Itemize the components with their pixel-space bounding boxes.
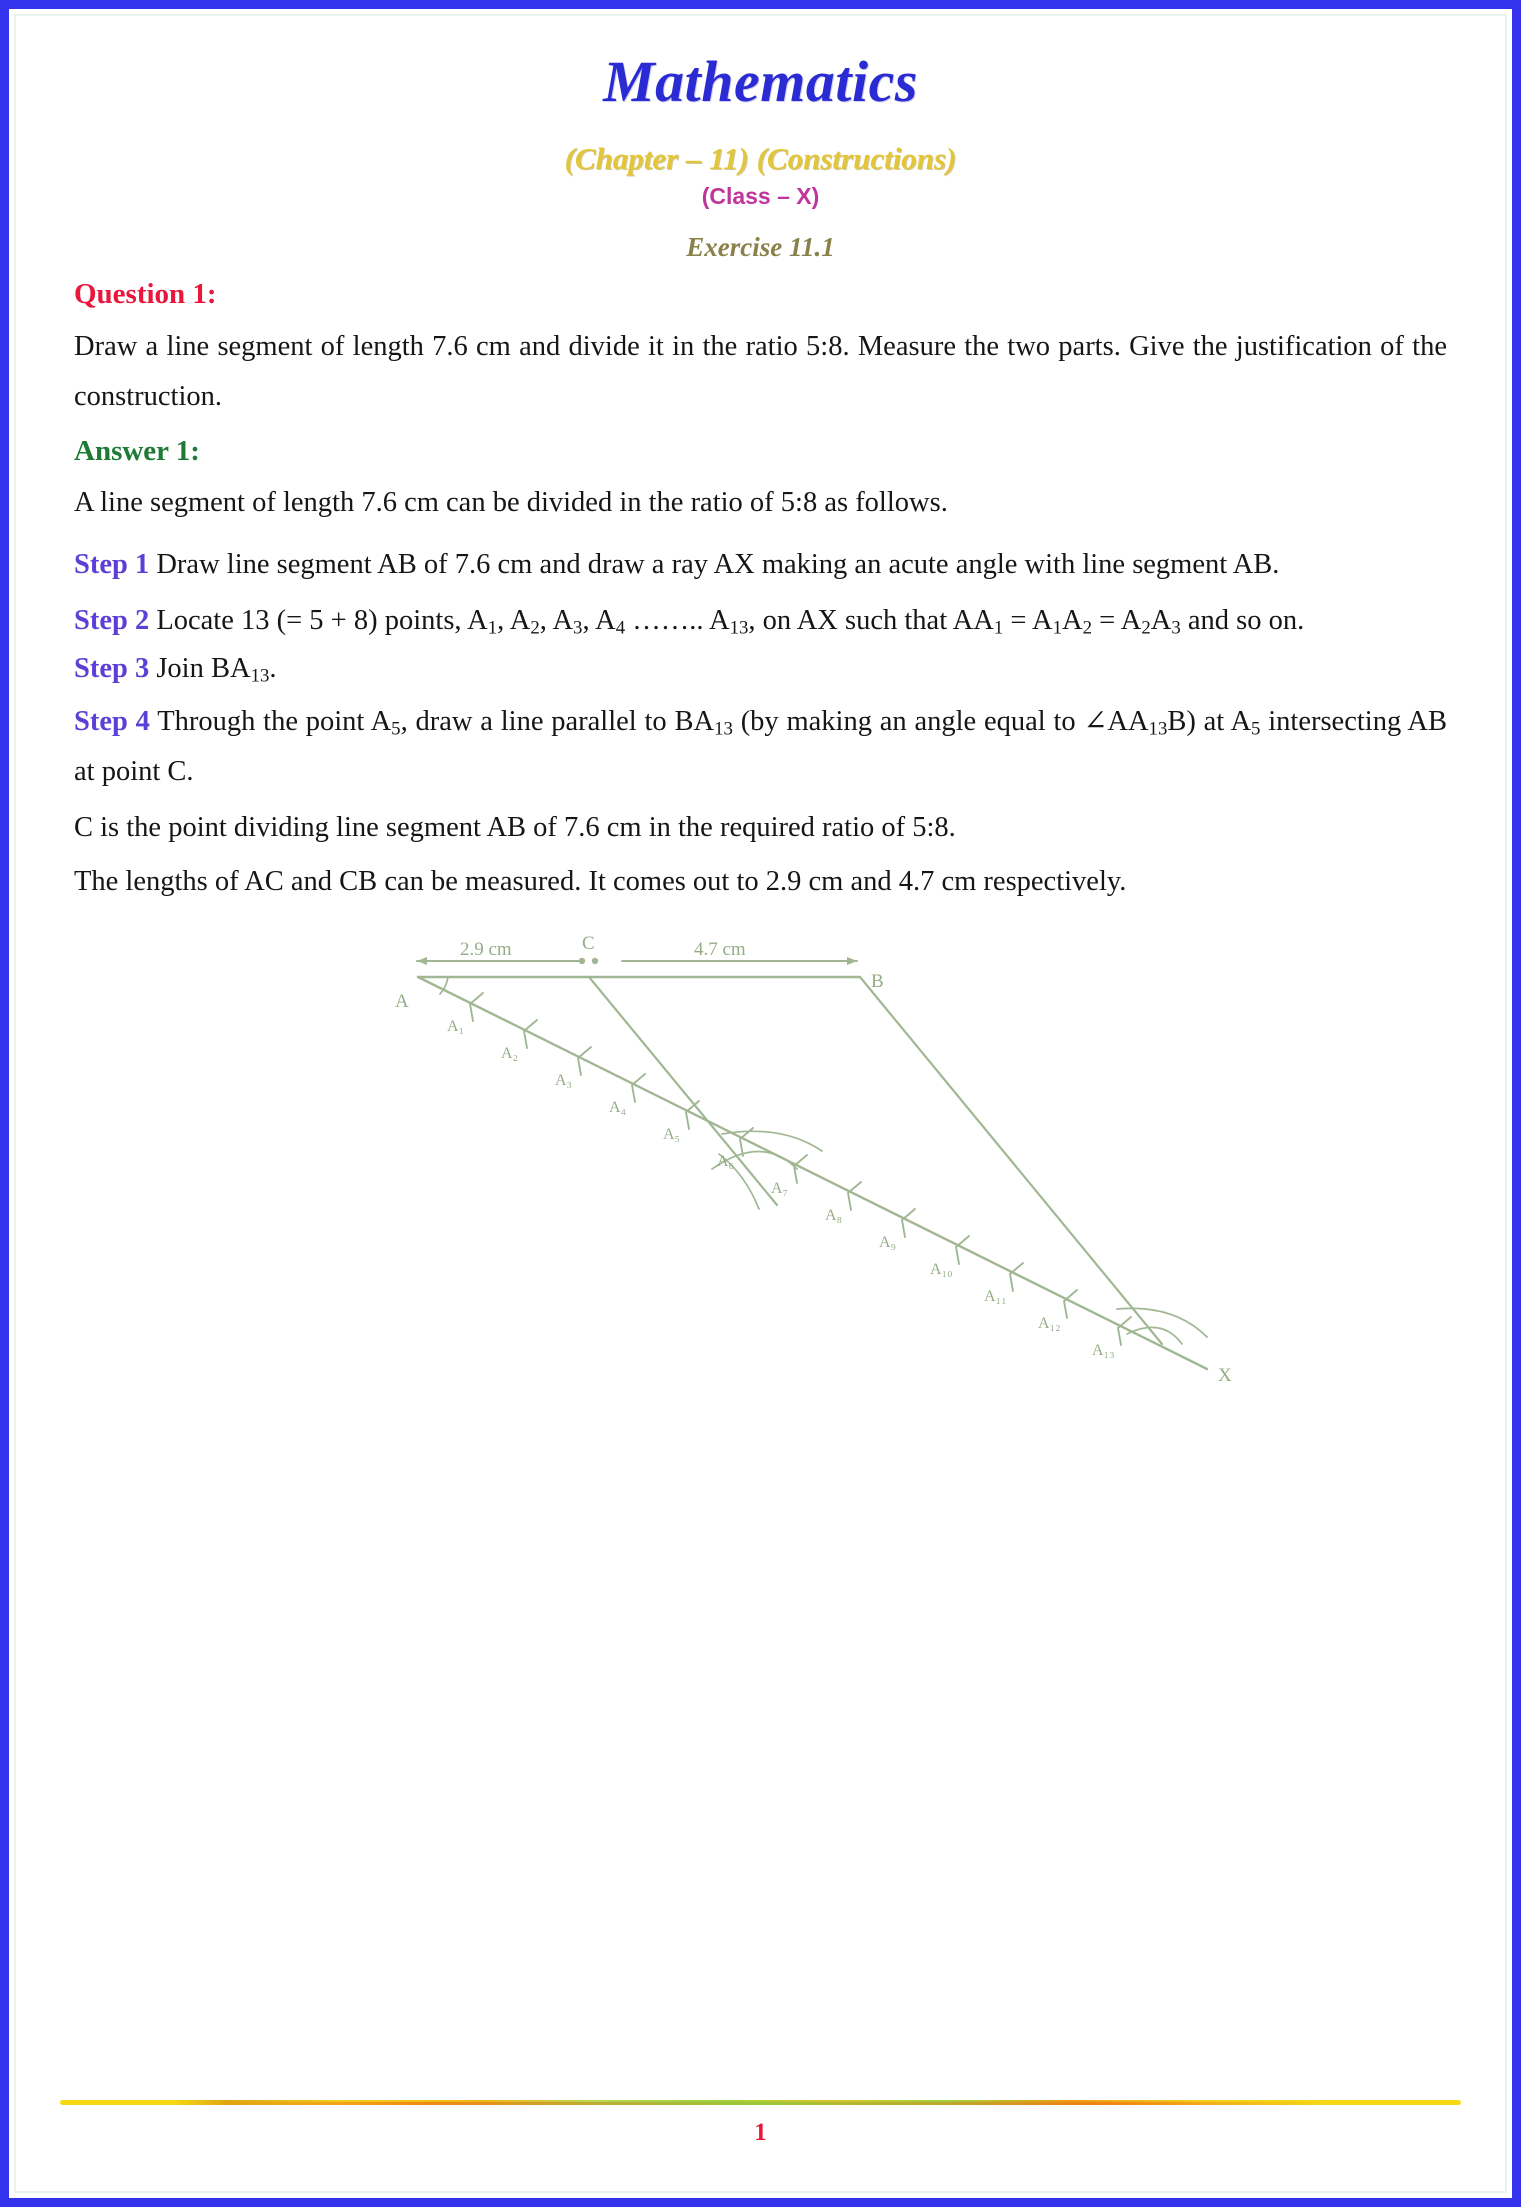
sub-13b: 13 [250,665,270,687]
step-4-text-c: (by making an angle equal to ∠AA [732,706,1149,738]
step-3-paragraph [74,650,1447,688]
svg-text:A₆: A₆ [717,1152,735,1170]
conclusion-paragraph-1: C is the point dividing line segment AB of 7.6 cm in the required ratio of 5:8. [74,812,956,844]
step-2-text-c: , A [539,605,574,637]
svg-text:A₈: A₈ [825,1206,843,1224]
step-2-text-h: A [1062,605,1083,637]
question-heading: Question 1: [74,278,217,310]
figure-label-A: A [395,990,409,1012]
step-4-text-d: B) at A [1167,706,1252,738]
page-content [22,22,1499,2185]
construction-figure [22,919,1499,1419]
svg-text:A₁: A₁ [447,1017,465,1035]
step-2-text-e: …….. A [625,605,730,637]
footer-rule-overlay [200,2102,1321,2105]
step-2-text-i: = A [1092,605,1142,637]
step-3-label: Step 3 [74,652,150,684]
step-2-text-a: Locate 13 (= 5 + 8) points, A [149,605,488,637]
sub-5b: 5 [1251,719,1261,740]
step-2-text-g: = A [1003,605,1053,637]
sub-3b: 3 [1171,617,1181,639]
svg-text:A₂: A₂ [501,1044,519,1062]
step-4-label: Step 4 [74,706,150,738]
step-1-paragraph [74,540,1447,590]
svg-text:A₁₁: A₁₁ [984,1287,1007,1305]
svg-text:A₇: A₇ [771,1179,789,1197]
sub-1b: 1 [993,617,1004,639]
sub-1: 1 [487,617,498,639]
step-3-text-a: Join BA [149,652,251,684]
step-4-paragraph [74,697,1447,797]
svg-text:A₁₃: A₁₃ [1092,1341,1115,1359]
svg-text:A₁₀: A₁₀ [930,1260,953,1278]
svg-text:A₃: A₃ [555,1071,573,1089]
conclusion-paragraph-2: The lengths of AC and CB can be measured. It comes out to 2.9 cm and 4.7 cm respectively. [74,865,1127,897]
svg-text:A₉: A₉ [879,1233,897,1251]
sub-2: 2 [530,617,540,639]
svg-text:A₁₂: A₁₂ [1038,1314,1061,1332]
ray-AX [418,977,1207,1369]
figure-label-C: C [582,932,595,954]
page-number: 1 [754,2119,767,2146]
step-1-label: Step 1 [74,549,150,581]
step-4-text-b: , draw a line parallel to BA [400,706,715,738]
svg-text:A₅: A₅ [663,1125,681,1143]
body-block [74,277,1447,907]
answer-intro: A line segment of length 7.6 cm can be divided in the ratio of 5:8 as follows. [74,487,948,519]
step-2-text-d: , A [582,605,616,637]
svg-text:A₄: A₄ [609,1098,627,1116]
step-4-text-e: intersecting AB at point C. [74,706,1448,788]
step-2-paragraph [74,602,1447,640]
figure-label-B: B [871,970,884,992]
sub-3: 3 [573,617,583,639]
step-2-label: Step 2 [74,605,150,637]
chapter-subtitle: (Chapter – 11) (Constructions) [564,141,957,176]
sub-13d: 13 [1148,719,1168,740]
figure-label-X: X [1218,1364,1232,1386]
line-C-A5 [589,977,777,1205]
answer-heading: Answer 1: [74,434,200,467]
step-3-text-b: . [269,652,277,684]
sub-4: 4 [615,617,626,639]
exercise-subtitle: Exercise 11.1 [686,232,835,262]
sub-2c: 2 [1141,617,1151,639]
step-4-text-a: Through the point A [149,706,392,738]
class-subtitle: (Class – X) [701,183,820,209]
sub-5: 5 [391,719,401,740]
page-footer [22,2097,1499,2147]
sub-13: 13 [729,617,749,639]
ray-tick-marks [470,993,1131,1345]
footer-decorative-rule [60,2097,1461,2107]
step-2-text-b: , A [497,605,531,637]
line-B-A13 [860,977,1162,1344]
step-2-text-f: , on AX such that AA [748,605,994,637]
question-text: Draw a line segment of length 7.6 cm and divide it in the ratio 5:8. Measure the two parts. Give the justification of the construction. [74,330,1447,412]
page-title: Mathematics [603,49,918,114]
sub-1c: 1 [1052,617,1062,639]
step-2-text-j: A [1150,605,1172,637]
step-2-text-k: and so on. [1180,605,1305,637]
sub-2b: 2 [1082,617,1092,639]
sub-13c: 13 [714,719,733,740]
step-1-text: Draw line segment AB of 7.6 cm and draw a ray AX making an acute angle with line segment AB. [149,549,1280,581]
figure-ray-point-labels [447,1018,1115,1359]
figure-dim-right: 4.7 cm [694,938,746,960]
figure-dim-left: 2.9 cm [460,938,512,960]
